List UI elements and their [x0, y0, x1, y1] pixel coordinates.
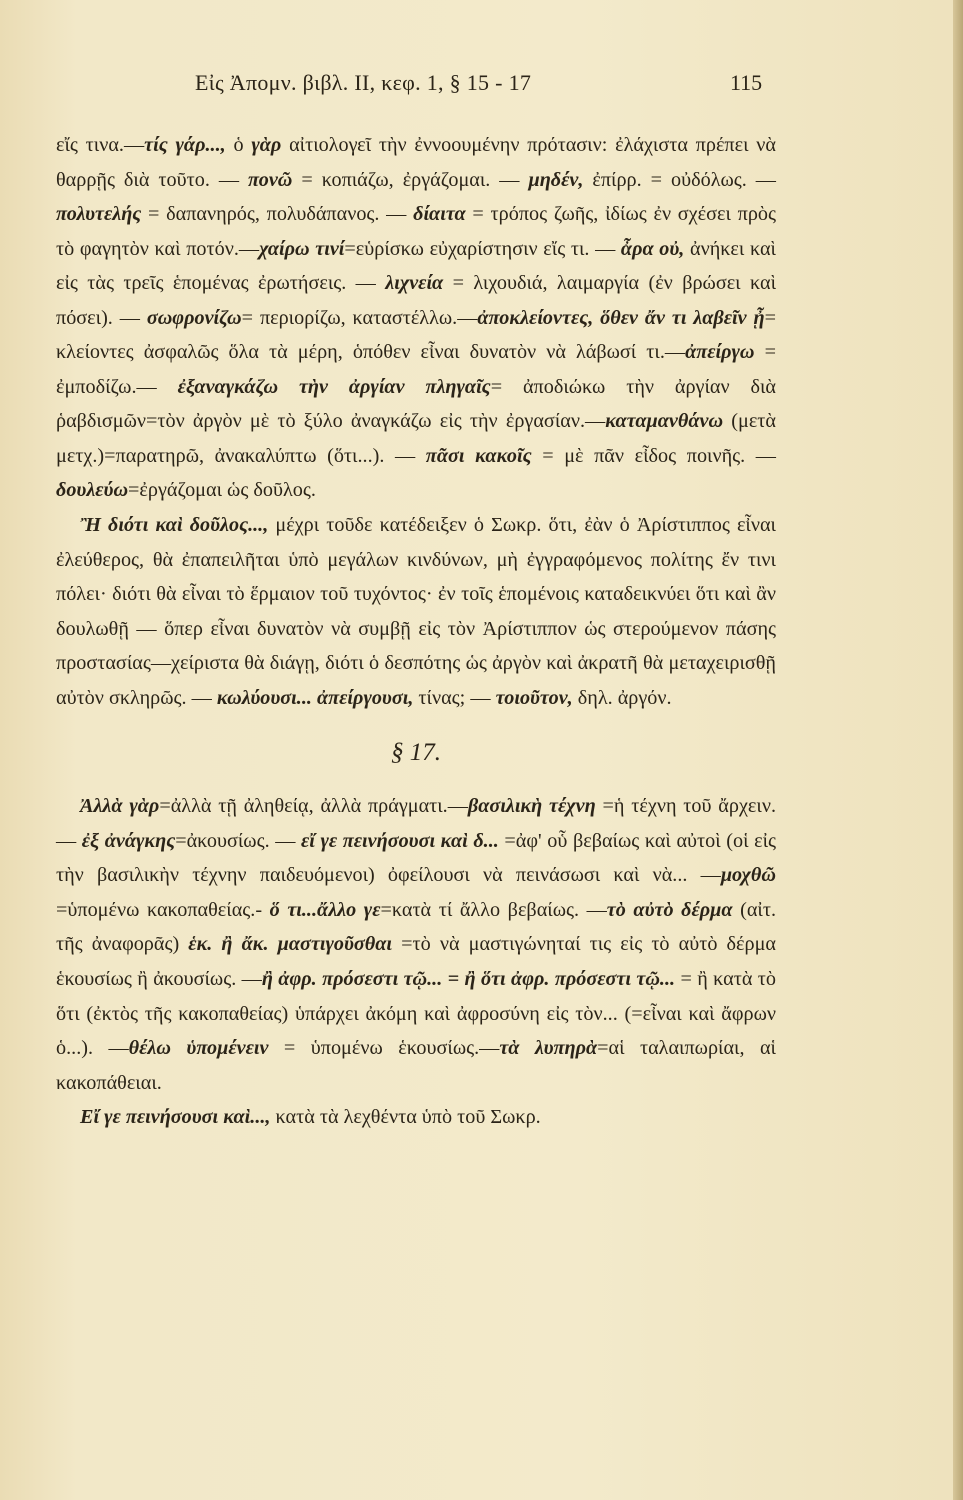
- page-number: 115: [730, 70, 763, 95]
- lemma: γὰρ: [251, 134, 282, 156]
- text-run: = ἀποδιώκω τὴν ἀργίαν διὰ ῥαβδισμῶν=τὸν ἀργὸν μὲ τὸ ξύλο ἀναγκάζω εἰς τὴν ἐργασίαν.—: [56, 375, 777, 433]
- lemma: ἀπείργω: [685, 341, 755, 364]
- text-run: ὁ: [225, 134, 252, 156]
- lemma: ἑκ. ἢ ἄκ. μαστιγοῦσθαι: [188, 933, 393, 956]
- text-run: =ἀκουσίως. —: [175, 829, 301, 852]
- lemma: πολυτελής: [56, 203, 142, 226]
- text-run: ἀνήκει καὶ εἰς τὰς τρεῖς ἑπομένας ἐρωτήσεις. —: [56, 237, 776, 295]
- text-run: = μὲ πᾶν εἶδος ποινῆς. —: [531, 444, 776, 467]
- lemma: καταμανθάνω: [605, 410, 724, 433]
- text-run: (μετὰ μετχ.)=παρατηρῶ, ἀνακαλύπτω (ὅτι...). —: [56, 410, 776, 467]
- text-run: αἰτιολογεῖ τὴν ἐννοουμένην πρότασιν: ἐλάχιστα πρέπει νὰ θαρρῇς διὰ τοῦτο. —: [56, 134, 777, 191]
- commentary-paragraph-3: [56, 789, 776, 1100]
- text-run: = κλείοντες ἀσφαλῶς ὅλα τὰ μέρη, ὁπόθεν εἶναι δυνατὸν νὰ λάβωσί τι.—: [56, 306, 776, 364]
- text-run: εἴς τινα.—: [56, 134, 145, 156]
- lemma: ἆρα οὐ,: [620, 237, 685, 260]
- lemma: σωφρονίζω: [146, 306, 242, 329]
- text-run: =κατὰ τί ἄλλο βεβαίως. —: [380, 898, 607, 921]
- text-run: =εὑρίσκω εὐχαρίστησιν εἴς τι. —: [344, 237, 621, 260]
- lemma: θέλω ὑπομένειν: [128, 1037, 269, 1060]
- text-run: μέχρι τοῦδε κατέδειξεν ὁ Σωκρ. ὅτι, ἐὰν ὁ Ἀρίστιππος εἶναι ἐλεύθερος, θὰ ἐπαπειλῆται ὑπὸ μεγάλων κινδύνων, μὴ ἐγγραφόμενος πολίτης ἔν τινι πόλει· διότι θὰ εἶναι τὸ ἕρμαιον τοῦ τυχόντος· ἐν τοῖς ἑπομένοις καταδεικνύει ὅτι καὶ ἂν δουλωθῇ — ὅπερ εἶναι δυνατὸν νὰ συμβῇ εἰς τὸν Ἀρίστιππον ὡς στερούμενον πάσης προστασίας—χείριστα θὰ διάγῃ, διότι ὁ δεσπότης ὡς ἀργὸν καὶ ἀκρατῆ θὰ μεταχειρισθῇ αὐτὸν σκληρῶς. —: [56, 514, 776, 709]
- lemma: βασιλικὴ τέχνη: [467, 795, 596, 818]
- section-heading: § 17.: [391, 739, 441, 767]
- text-run: = ὑπομένω ἑκουσίως.—: [268, 1037, 500, 1060]
- text-run: = ἢ κατὰ τὸ ὅτι (ἐκτὸς τῆς κακοπαθείας) ὑπάρχει ἀκόμη καὶ ἀφροσύνη εἰς τὸν... (=εἶναι καὶ ἄφρων ὁ...). —: [56, 968, 776, 1060]
- text-run: = κοπιάζω, ἐργάζομαι. —: [292, 168, 529, 191]
- text-run: =ἐργάζομαι ὡς δοῦλος.: [128, 479, 316, 502]
- text-run: =ἡ τέχνη τοῦ ἄρχειν. —: [56, 795, 776, 852]
- lemma: ἐξαναγκάζω τὴν ἀργίαν πληγαῖς: [177, 375, 491, 398]
- text-run: =αἱ ταλαιπωρίαι, αἱ κακοπάθειαι.: [56, 1037, 776, 1094]
- page-spine-edge: [953, 0, 963, 1500]
- lemma: ὅ τι...ἄλλο γε: [269, 898, 381, 921]
- lemma: πᾶσι κακοῖς: [425, 444, 532, 467]
- text-run: (αἰτ. τῆς ἀναφορᾶς): [56, 898, 777, 956]
- lemma: μηδέν,: [528, 168, 584, 191]
- text-run: =ἀλλὰ τῇ ἀληθείᾳ, ἀλλὰ πράγματι.—: [159, 795, 468, 818]
- text-run: = δαπανηρός, πολυδάπανος. —: [141, 203, 414, 226]
- lemma: τίς γάρ...,: [144, 134, 226, 156]
- lemma: λιχνεία: [385, 272, 444, 295]
- text-run: κατὰ τὰ λεχθέντα ὑπὸ τοῦ Σωκρ.: [270, 1106, 541, 1129]
- lemma: χαίρω τινί: [259, 237, 345, 260]
- lemma: τὰ λυπηρὰ: [499, 1037, 598, 1060]
- lemma: ἀποκλείοντες, ὅθεν ἄν τι λαβεῖν ᾖ: [477, 306, 765, 329]
- text-run: ἐπίρρ. = οὐδόλως. —: [583, 168, 776, 191]
- text-run: τίνας; —: [413, 686, 496, 709]
- text-run: = περιορίζω, καταστέλλω.—: [241, 306, 478, 329]
- lemma: εἴ γε πεινήσουσι καὶ δ...: [301, 829, 499, 852]
- running-header: Εἰς Ἀπομν. βιβλ. II, κεφ. 1, § 15 - 17: [195, 70, 532, 95]
- lemma: μοχθῶ: [720, 864, 776, 887]
- text-run: =τὸ νὰ μαστιγώνηταί τις εἰς τὸ αὐτὸ δέρμα ἑκουσίως ἢ ἀκουσίως. —: [56, 933, 776, 991]
- text-run: = λιχουδιά, λαιμαργία (ἐν βρώσει καὶ πόσει). —: [56, 272, 776, 329]
- lemma: Ἀλλὰ γὰρ: [80, 795, 160, 818]
- lemma: κωλύουσι... ἀπείργουσι,: [216, 686, 414, 709]
- lemma: Ἢ διότι καὶ δοῦλος...,: [80, 514, 269, 537]
- lemma: ἢ ἀφρ. πρόσεστι τῷ... = ἢ ὅτι ἀφρ. πρόσεστι τῷ...: [261, 968, 676, 991]
- lemma: πονῶ: [248, 168, 293, 191]
- commentary-paragraph-4: [56, 1100, 776, 1135]
- lemma: Εἴ γε πεινήσουσι καὶ...,: [80, 1106, 271, 1129]
- text-run: = ἐμποδίζω.—: [56, 341, 776, 398]
- lemma: δουλεύω: [56, 479, 129, 502]
- lemma: τὸ αὐτὸ δέρμα: [606, 898, 733, 921]
- commentary-paragraph-1: [56, 128, 776, 508]
- text-run: =ὑπομένω κακοπαθείας.-: [56, 898, 270, 921]
- lemma: τοιοῦτον,: [495, 686, 573, 709]
- text-run: δηλ. ἀργόν.: [572, 686, 672, 709]
- lemma: δίαιτα: [413, 203, 466, 226]
- text-run: = τρόπος ζωῆς, ἰδίως ἐν σχέσει πρὸς τὸ φαγητὸν καὶ ποτόν.—: [56, 203, 776, 260]
- page-body: [56, 128, 776, 1135]
- text-run: =ἀφ' οὗ βεβαίως καὶ αὐτοὶ (οἱ εἰς τὴν βασιλικὴν τέχνην παιδευόμενοι) ὀφείλουσι νὰ πεινάσωσι καὶ νὰ... —: [56, 829, 776, 887]
- lemma: ἐξ ἀνάγκης: [81, 829, 176, 852]
- commentary-paragraph-2: [56, 508, 776, 715]
